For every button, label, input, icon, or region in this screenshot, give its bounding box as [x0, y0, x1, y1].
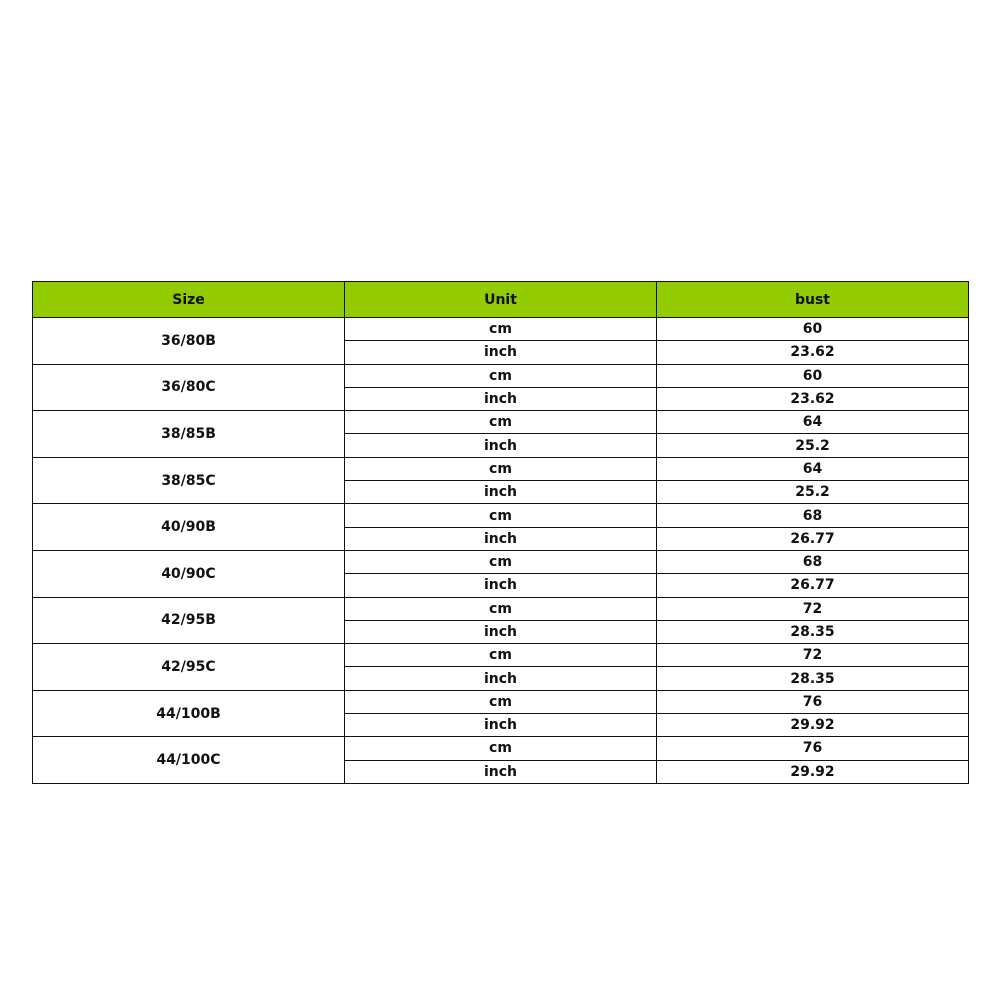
unit-cell-cm: cm [345, 690, 657, 713]
size-chart-container [32, 281, 968, 784]
table-row [33, 550, 969, 573]
unit-cell-cm: cm [345, 597, 657, 620]
size-cell: 38/85C [33, 457, 345, 504]
bust-value-cm: 76 [657, 737, 969, 760]
header-row [33, 282, 969, 318]
header-unit: Unit [345, 282, 657, 318]
table-row [33, 504, 969, 527]
size-cell: 40/90C [33, 550, 345, 597]
header-bust: bust [657, 282, 969, 318]
bust-value-inch: 23.62 [657, 387, 969, 410]
unit-cell-cm: cm [345, 737, 657, 760]
unit-cell-cm: cm [345, 457, 657, 480]
size-cell: 42/95C [33, 644, 345, 691]
bust-value-inch: 29.92 [657, 714, 969, 737]
unit-cell-cm: cm [345, 644, 657, 667]
unit-cell-cm: cm [345, 364, 657, 387]
size-cell: 36/80C [33, 364, 345, 411]
bust-value-cm: 72 [657, 597, 969, 620]
table-row [33, 690, 969, 713]
size-cell: 38/85B [33, 411, 345, 458]
bust-value-inch: 26.77 [657, 527, 969, 550]
unit-cell-inch: inch [345, 714, 657, 737]
bust-value-cm: 64 [657, 411, 969, 434]
bust-value-cm: 60 [657, 364, 969, 387]
size-cell: 36/80B [33, 318, 345, 365]
bust-value-inch: 25.2 [657, 481, 969, 504]
unit-cell-inch: inch [345, 574, 657, 597]
size-cell: 44/100B [33, 690, 345, 737]
bust-value-inch: 29.92 [657, 760, 969, 783]
unit-cell-inch: inch [345, 527, 657, 550]
unit-cell-cm: cm [345, 504, 657, 527]
bust-value-inch: 25.2 [657, 434, 969, 457]
table-row [33, 644, 969, 667]
bust-value-inch: 23.62 [657, 341, 969, 364]
bust-value-cm: 68 [657, 504, 969, 527]
table-row [33, 411, 969, 434]
size-chart-table [32, 281, 969, 784]
bust-value-inch: 28.35 [657, 620, 969, 643]
unit-cell-inch: inch [345, 434, 657, 457]
size-cell: 44/100C [33, 737, 345, 784]
bust-value-cm: 60 [657, 318, 969, 341]
unit-cell-cm: cm [345, 318, 657, 341]
table-header [33, 282, 969, 318]
size-cell: 42/95B [33, 597, 345, 644]
table-row [33, 737, 969, 760]
bust-value-cm: 76 [657, 690, 969, 713]
table-row [33, 364, 969, 387]
size-cell: 40/90B [33, 504, 345, 551]
bust-value-cm: 72 [657, 644, 969, 667]
unit-cell-cm: cm [345, 411, 657, 434]
table-row [33, 457, 969, 480]
header-size: Size [33, 282, 345, 318]
unit-cell-inch: inch [345, 667, 657, 690]
bust-value-cm: 64 [657, 457, 969, 480]
unit-cell-inch: inch [345, 760, 657, 783]
unit-cell-inch: inch [345, 481, 657, 504]
unit-cell-inch: inch [345, 387, 657, 410]
bust-value-inch: 28.35 [657, 667, 969, 690]
unit-cell-inch: inch [345, 620, 657, 643]
table-row [33, 318, 969, 341]
unit-cell-cm: cm [345, 550, 657, 573]
unit-cell-inch: inch [345, 341, 657, 364]
bust-value-inch: 26.77 [657, 574, 969, 597]
bust-value-cm: 68 [657, 550, 969, 573]
table-row [33, 597, 969, 620]
table-body [33, 318, 969, 784]
